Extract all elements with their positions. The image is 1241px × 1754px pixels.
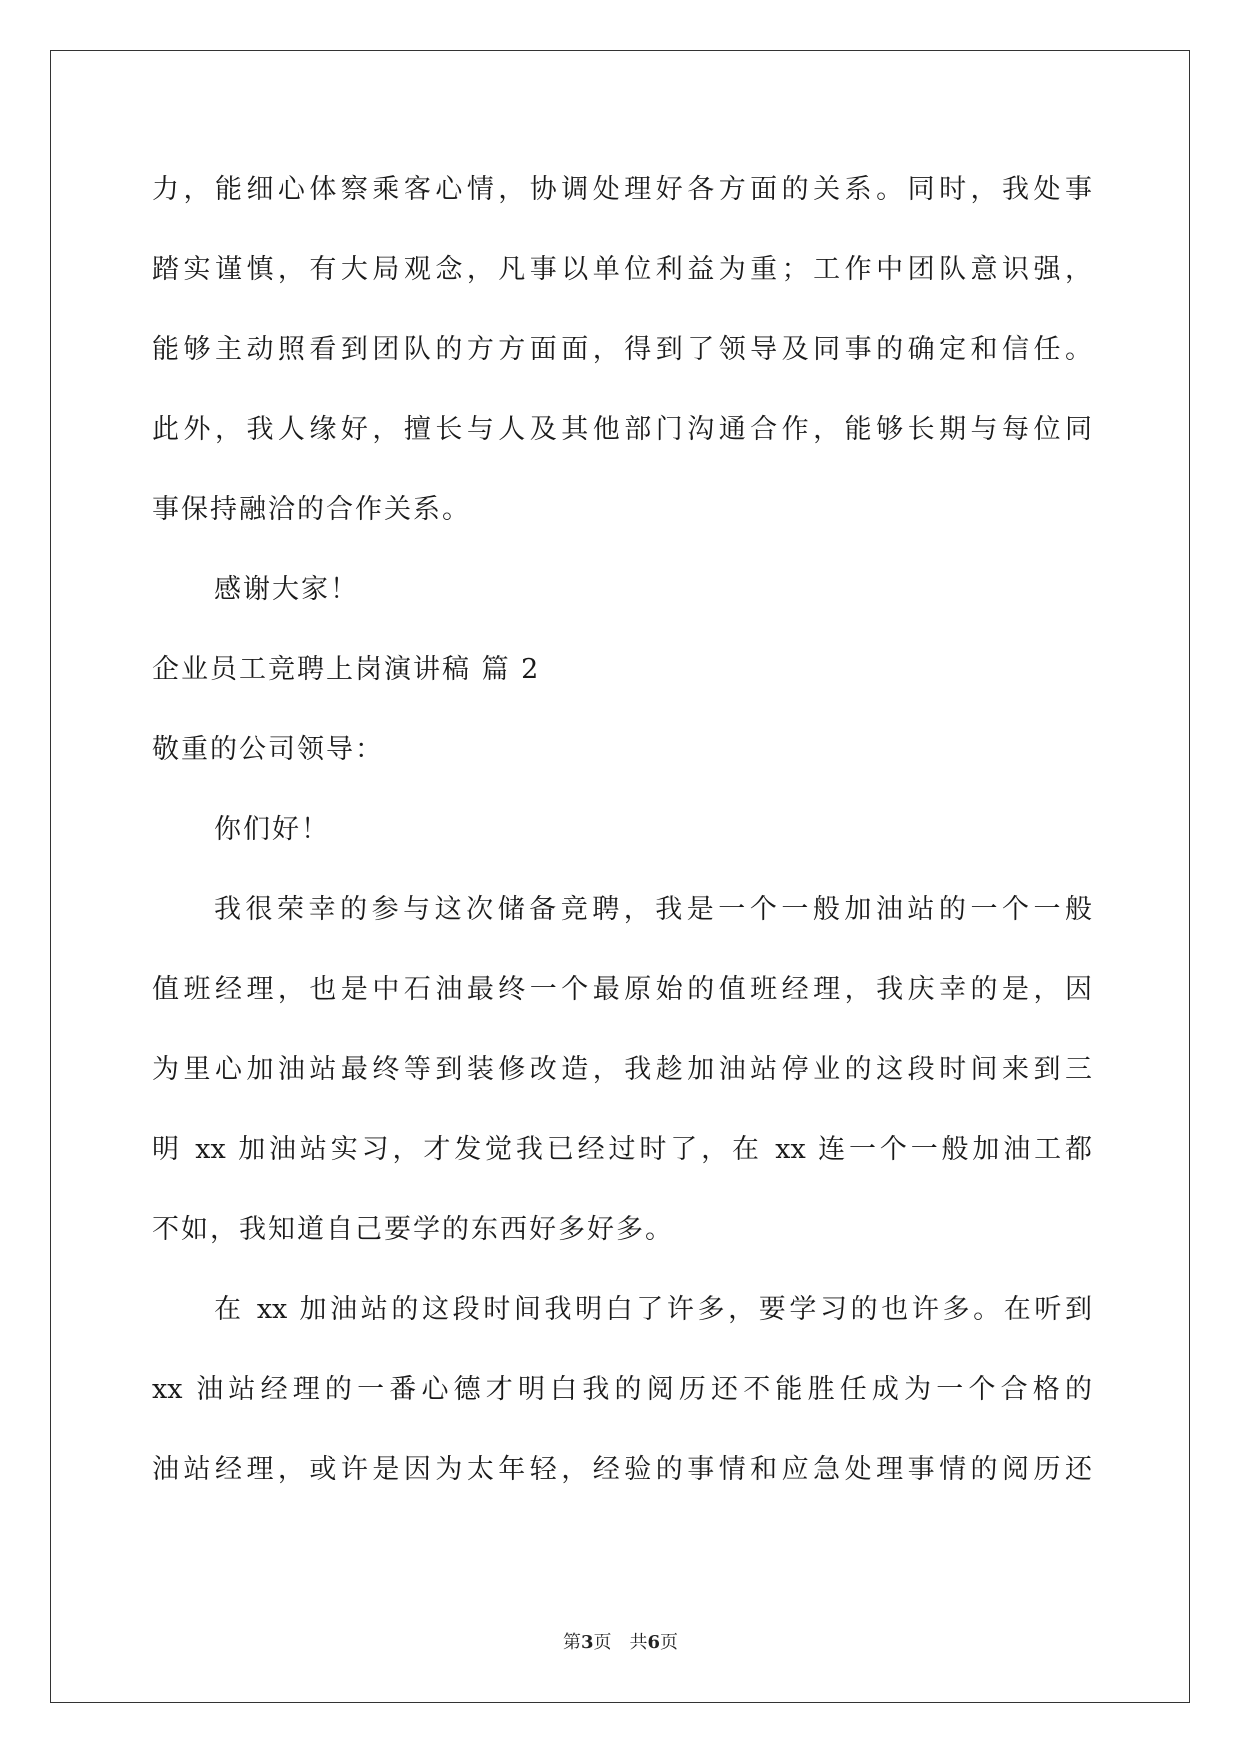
paragraph-line: 能够主动照看到团队的方方面面，得到了领导及同事的确定和信任。 bbox=[152, 334, 1092, 365]
paragraph-line: 在 xx 加油站的这段时间我明白了许多，要学习的也许多。在听到 bbox=[214, 1294, 1092, 1325]
greeting: 你们好！ bbox=[214, 814, 330, 845]
paragraph-line: 踏实谨慎，有大局观念，凡事以单位利益为重；工作中团队意识强， bbox=[152, 254, 1092, 285]
paragraph-line: 事保持融洽的合作关系。 bbox=[152, 494, 471, 525]
salutation: 敬重的公司领导： bbox=[152, 734, 384, 765]
paragraph-line: 明 xx 加油站实习，才发觉我已经过时了，在 xx 连一个一般加油工都 bbox=[152, 1134, 1092, 1165]
paragraph-line: 油站经理，或许是因为太年轻，经验的事情和应急处理事情的阅历还 bbox=[152, 1454, 1092, 1485]
paragraph-line: 此外，我人缘好，擅长与人及其他部门沟通合作，能够长期与每位同 bbox=[152, 414, 1092, 445]
closing-line: 感谢大家！ bbox=[214, 574, 359, 605]
paragraph-line: 不如，我知道自己要学的东西好多好多。 bbox=[152, 1214, 674, 1245]
page-mid: 页 共 bbox=[593, 1632, 648, 1653]
paragraph-line: 为里心加油站最终等到装修改造，我趁加油站停业的这段时间来到三 bbox=[152, 1054, 1092, 1085]
paragraph-line: 力，能细心体察乘客心情，协调处理好各方面的关系。同时，我处事 bbox=[152, 174, 1092, 205]
section-heading: 企业员工竞聘上岗演讲稿 篇 2 bbox=[152, 654, 541, 685]
paragraph-line: xx 油站经理的一番心德才明白我的阅历还不能胜任成为一个合格的 bbox=[152, 1374, 1092, 1405]
page-footer bbox=[0, 1628, 1241, 1654]
page-total: 6 bbox=[647, 1632, 661, 1653]
page-current: 3 bbox=[580, 1632, 594, 1653]
document-body bbox=[152, 160, 1092, 1520]
paragraph-line: 我很荣幸的参与这次储备竞聘，我是一个一般加油站的一个一般 bbox=[214, 894, 1092, 925]
paragraph-line: 值班经理，也是中石油最终一个最原始的值班经理，我庆幸的是，因 bbox=[152, 974, 1092, 1005]
page-prefix: 第 bbox=[562, 1632, 581, 1653]
page-suffix: 页 bbox=[660, 1632, 679, 1653]
